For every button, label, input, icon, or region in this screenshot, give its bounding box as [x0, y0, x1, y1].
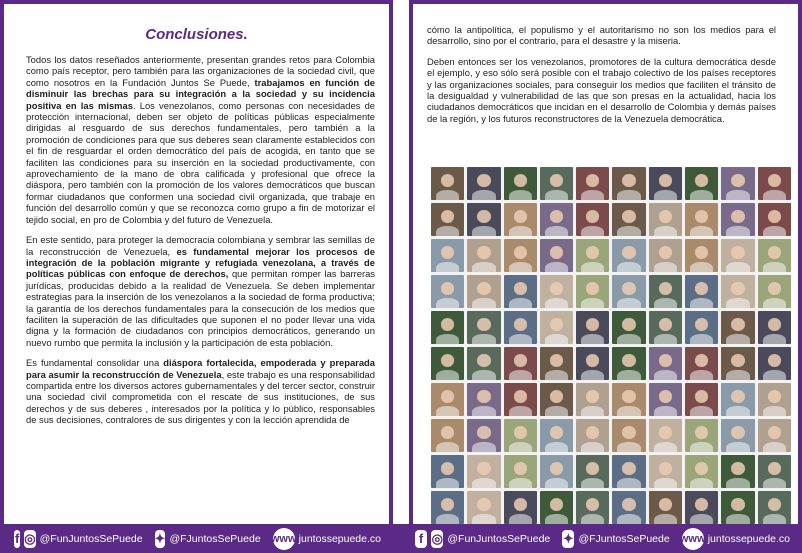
collage-photo	[721, 311, 754, 344]
collage-photo	[721, 167, 754, 200]
collage-photo	[649, 491, 682, 524]
collage-photo	[758, 239, 791, 272]
twitter-handle[interactable]: @FJuntosSePuede	[578, 532, 670, 545]
collage-photo	[540, 275, 573, 308]
collage-photo	[685, 275, 718, 308]
collage-photo	[758, 275, 791, 308]
collage-photo	[649, 419, 682, 452]
page-gutter	[393, 0, 409, 524]
collage-photo	[685, 167, 718, 200]
collage-photo	[576, 491, 609, 524]
collage-photo	[758, 455, 791, 488]
collage-photo	[721, 275, 754, 308]
collage-photo	[431, 203, 464, 236]
collage-photo	[540, 491, 573, 524]
collage-photo	[685, 203, 718, 236]
right-body-text	[427, 24, 776, 133]
collage-photo	[467, 275, 500, 308]
collage-photo	[576, 275, 609, 308]
collage-photo	[685, 491, 718, 524]
collage-photo	[576, 383, 609, 416]
collage-photo	[504, 167, 537, 200]
collage-photo	[467, 455, 500, 488]
collage-photo	[721, 203, 754, 236]
collage-photo	[504, 311, 537, 344]
collage-photo	[540, 311, 573, 344]
paragraph	[26, 357, 375, 425]
text-run: En este sentido, para proteger la democracia colombiana y sembrar las semillas de la reconstrucción de Venezuela,	[26, 234, 375, 257]
instagram-icon[interactable]: ◎	[24, 530, 36, 546]
collage-photo	[540, 383, 573, 416]
collage-photo	[685, 419, 718, 452]
collage-photo	[721, 455, 754, 488]
collage-photo	[649, 203, 682, 236]
collage-photo	[504, 491, 537, 524]
collage-photo	[431, 383, 464, 416]
bold-text: trabajamos en función de disminuir las brechas para su integración a la sociedad y su incidencia positiva en las mismas	[26, 76, 376, 111]
web-icon[interactable]: www	[273, 528, 295, 550]
facebook-handle[interactable]: @FunJuntosSePuede	[39, 532, 143, 545]
collage-photo	[504, 203, 537, 236]
collage-photo	[612, 203, 645, 236]
collage-photo	[685, 239, 718, 272]
website-link[interactable]: juntossepuede.co	[298, 532, 381, 545]
instagram-icon[interactable]: ◎	[431, 530, 443, 546]
twitter-icon[interactable]: ✦	[154, 530, 166, 546]
text-run: que permitan romper las barreras jurídicas, producidas debido a la realidad de Venezuela. Se deben implementar estrategias para la inserción de los venezolanos a la sociedad de forma productiva; la garantía de los derechos fundamentales para la consecución de los medios que faciliten la superación de las dificultades que suponen el no poder llevar una vida digna y la formación de ciudadanos con principios democráticos, generando un nuevo rumbo que permita la inclusión y la participación de esta población.	[26, 268, 375, 348]
bold-text: diáspora fortalecida, empoderada y preparada para asumir la reconstrucción de Venezuela	[26, 357, 375, 380]
right-page	[409, 0, 802, 524]
collage-photo	[576, 455, 609, 488]
collage-photo	[467, 419, 500, 452]
paragraph	[26, 54, 375, 225]
facebook-icon[interactable]: f	[14, 531, 20, 546]
collage-photo	[758, 167, 791, 200]
collage-photo	[612, 455, 645, 488]
collage-photo	[540, 455, 573, 488]
facebook-icon[interactable]: f	[415, 530, 427, 548]
collage-photo	[576, 347, 609, 380]
collage-photo	[431, 419, 464, 452]
collage-photo	[467, 491, 500, 524]
collage-photo	[467, 203, 500, 236]
collage-photo	[504, 239, 537, 272]
collage-photo	[649, 275, 682, 308]
collage-photo	[467, 311, 500, 344]
collage-photo	[431, 491, 464, 524]
collage-photo	[612, 491, 645, 524]
collage-photo	[612, 383, 645, 416]
collage-photo	[721, 383, 754, 416]
collage-photo	[504, 455, 537, 488]
collage-photo	[649, 239, 682, 272]
left-body-text	[26, 54, 375, 435]
collage-photo	[540, 419, 573, 452]
collage-photo	[612, 311, 645, 344]
twitter-icon[interactable]: ✦	[562, 530, 574, 546]
collage-photo	[721, 239, 754, 272]
collage-photo	[540, 239, 573, 272]
collage-photo	[649, 347, 682, 380]
collage-photo	[685, 383, 718, 416]
page-title: Conclusiones.	[145, 26, 248, 43]
text-run: Todos los datos reseñados anteriormente, presentan grandes retos para Colombia como país receptor, pero también para las organizaciones de la sociedad civil, que como nosotros en la Fundación Juntos Se Puede,	[26, 54, 375, 88]
collage-photo	[612, 419, 645, 452]
paragraph	[26, 234, 375, 348]
collage-photo	[685, 311, 718, 344]
collage-photo	[540, 203, 573, 236]
collage-photo	[431, 455, 464, 488]
collage-photo	[649, 455, 682, 488]
collage-photo	[431, 167, 464, 200]
collage-photo	[758, 203, 791, 236]
bold-text: es fundamental mejorar los procesos de integración de la población migrante y refugiada venezolana, a través de políticas públicas con enfoque de derechos,	[26, 245, 375, 280]
collage-photo	[540, 347, 573, 380]
collage-photo	[576, 239, 609, 272]
collage-photo	[758, 347, 791, 380]
collage-photo	[504, 419, 537, 452]
collage-photo	[504, 347, 537, 380]
collage-photo	[431, 275, 464, 308]
collage-photo	[504, 383, 537, 416]
twitter-handle[interactable]: @FJuntosSePuede	[169, 532, 261, 545]
collage-photo	[685, 347, 718, 380]
collage-photo	[576, 311, 609, 344]
text-run: Es fundamental consolidar una	[26, 357, 164, 369]
collage-photo	[649, 167, 682, 200]
collage-photo	[467, 347, 500, 380]
collage-photo	[576, 203, 609, 236]
text-run: . Los venezolanos, como personas con necesidades de protección internacional, deben ser objeto de políticas públicas especialmente dirigidas al resguardo de sus derechos fundamentales, pero también a la promoción de condiciones para que sus deberes sean claramente establecidos con el fin de resguardar el orden democrático del país de acogida, en tanto que se faciliten las condiciones para su inserción en la sociedad productivamente, con aprovechamiento de la mano de obra calificada y profesional que ofrece la diáspora, pero también con la promoción de los valores democráticos que buscan formar ciudadanos que conformen una sociedad civil organizada, que trabaje en función del desarrollo común y que se reconozca como grupo a fin de motorizar el tejido social, en pro de Colombia y del futuro de Venezuela.	[26, 99, 375, 225]
text-run: , este trabajo es una responsabilidad compartida entre los diversos actores gubernamentales y del tercer sector, construir una sociedad civil comprometida con el rescate de sus instituciones, de sus derechos y de sus deberes , interesados por la política y lo público, responsables de sus decisiones, contralores de sus dirigentes y con la lección aprendida de	[26, 368, 375, 426]
paragraph: Deben entonces ser los venezolanos, promotores de la cultura democrática desde el ejemplo, y eso sólo será posible con el trabajo colectivo de los países receptores y las organizaciones sociales, para conseguir los medios que faciliten el tránsito de la desigualdad y vulnerabilidad de las que son presas en la actualidad, hacia los ciudadanos democráticos que incidan en el desarrollo de Colombia y demás países de la región, y los futuros reconstructores de la Venezuela democrática.	[427, 55, 776, 124]
paragraph: cómo la antipolítica, el populismo y el autoritarismo no son los medios para el desarrollo, sino por el contrario, para el desastre y la miseria.	[427, 24, 776, 47]
collage-photo	[721, 419, 754, 452]
collage-photo	[758, 311, 791, 344]
collage-photo	[758, 491, 791, 524]
collage-photo	[758, 419, 791, 452]
collage-photo	[576, 419, 609, 452]
facebook-handle[interactable]: @FunJuntosSePuede	[447, 532, 551, 545]
collage-photo	[721, 347, 754, 380]
collage-photo	[612, 167, 645, 200]
collage-photo	[758, 383, 791, 416]
collage-photo	[612, 275, 645, 308]
photo-collage	[431, 167, 791, 524]
collage-photo	[612, 239, 645, 272]
collage-photo	[649, 383, 682, 416]
collage-photo	[685, 455, 718, 488]
collage-photo	[576, 167, 609, 200]
collage-photo	[431, 239, 464, 272]
collage-photo	[431, 347, 464, 380]
collage-photo	[504, 275, 537, 308]
collage-photo	[649, 311, 682, 344]
footer-right	[409, 524, 802, 553]
left-page	[0, 0, 393, 524]
footer-left	[0, 524, 393, 553]
collage-photo	[540, 167, 573, 200]
web-icon[interactable]: www	[682, 528, 704, 550]
collage-photo	[467, 239, 500, 272]
collage-photo	[612, 347, 645, 380]
collage-photo	[467, 167, 500, 200]
collage-photo	[467, 383, 500, 416]
website-link[interactable]: juntossepuede.co	[707, 532, 791, 545]
collage-photo	[721, 491, 754, 524]
collage-photo	[431, 311, 464, 344]
